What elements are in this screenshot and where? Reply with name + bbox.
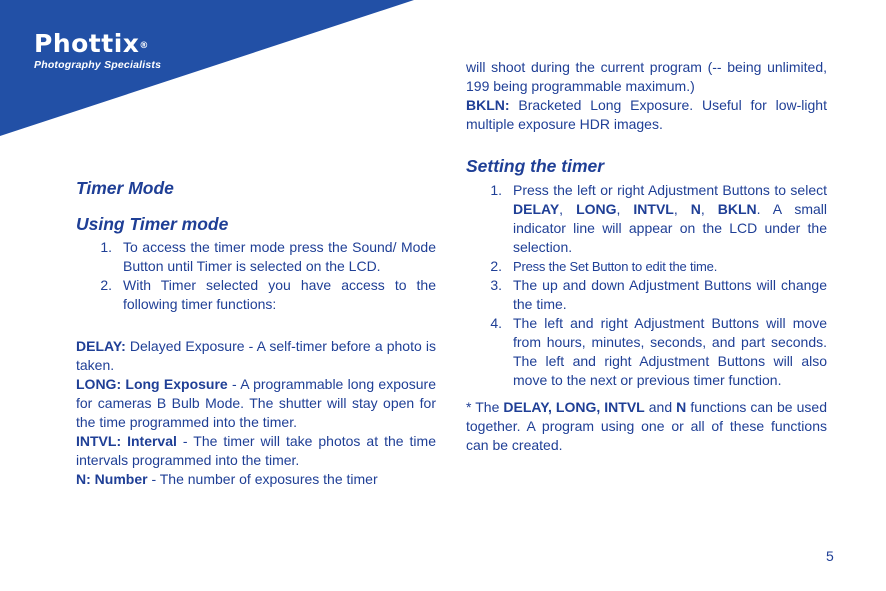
registered-mark: ® (139, 41, 149, 51)
separator: , (673, 201, 691, 217)
list-item (466, 257, 827, 276)
setting-timer-steps (466, 181, 827, 390)
step-number: 2. (490, 258, 502, 274)
list-item (76, 238, 436, 276)
step-number: 3. (490, 277, 502, 293)
note-and: and (644, 399, 677, 415)
step-text: To access the timer mode press the Sound/ Mode Button until Timer is selected on the LCD. (123, 239, 436, 274)
step-text: The up and down Adjustment Buttons will change the time. (513, 277, 827, 312)
intvl-definition (76, 432, 436, 470)
list-item (466, 181, 827, 257)
note-n: N (676, 399, 687, 415)
delay-term: DELAY: (76, 338, 126, 354)
delay-keyword: DELAY (513, 201, 560, 217)
step-number: 2. (100, 277, 112, 293)
number-definition (76, 470, 436, 489)
intvl-term: INTVL: Interval (76, 433, 177, 449)
step-number: 4. (490, 315, 502, 331)
timer-mode-heading: Timer Mode (76, 178, 174, 198)
step1-text-after: . A small indicator line will appear on the LCD under the selection. (513, 201, 828, 255)
intvl-text: - The timer will take photos at the time intervals programmed into the timer. (76, 433, 436, 468)
using-timer-mode-heading: Using Timer mode (76, 214, 229, 234)
long-definition (76, 375, 436, 432)
bkln-text: Bracketed Long Exposure. Useful for low-light multiple exposure HDR images. (466, 97, 827, 132)
step-text (513, 181, 827, 257)
step-text: The left and right Adjustment Buttons will move from hours, minutes, seconds, and part seconds. The left and right Adjustment Buttons will also move to the next or previous timer function. (513, 315, 827, 388)
setting-timer-heading: Setting the timer (466, 156, 605, 176)
step-number: 1. (100, 239, 112, 255)
n-keyword: N (690, 201, 701, 217)
step-text: Press the Set Button to edit the time. (513, 259, 718, 274)
step-text: With Timer selected you have access to the following timer functions: (123, 277, 436, 312)
right-column (466, 58, 827, 455)
bkln-keyword: BKLN (717, 201, 757, 217)
separator: , (616, 201, 634, 217)
logo-name-row (34, 30, 161, 58)
note-terms: DELAY, LONG, INTVL (503, 399, 645, 415)
list-item (466, 276, 827, 314)
page-number: 5 (826, 548, 834, 564)
number-text: - The number of exposures the timer (147, 471, 378, 487)
long-text: - A programmable long exposure for cameras B Bulb Mode. The shutter will stay open for the time programmed into the timer. (76, 376, 436, 430)
note-prefix: * The (466, 399, 504, 415)
left-column (76, 176, 436, 489)
logo-tagline: Photography Specialists (34, 59, 162, 71)
number-continuation: will shoot during the current program (-- being unlimited, 199 being programmable maximum.) (466, 59, 827, 94)
long-term: LONG: Long Exposure (76, 376, 228, 392)
list-item (76, 276, 436, 314)
separator: , (700, 201, 718, 217)
delay-text: Delayed Exposure - A self-timer before a photo is taken. (76, 338, 436, 373)
number-term: N: Number (76, 471, 148, 487)
separator: , (559, 201, 577, 217)
bkln-term: BKLN: (466, 97, 510, 113)
logo-name: Phottix (34, 29, 140, 58)
bkln-definition (466, 96, 827, 134)
combination-note (466, 398, 827, 455)
step-number: 1. (490, 182, 502, 198)
phottix-logo (34, 30, 161, 71)
using-timer-steps (76, 238, 436, 314)
long-keyword: LONG (576, 201, 617, 217)
note-text: functions can be used together. A program using one or all of these functions can be created. (466, 399, 827, 453)
delay-definition (76, 337, 436, 375)
step1-text-before: Press the left or right Adjustment Buttons to select (513, 182, 827, 198)
list-item (466, 314, 827, 390)
intvl-keyword: INTVL (633, 201, 674, 217)
